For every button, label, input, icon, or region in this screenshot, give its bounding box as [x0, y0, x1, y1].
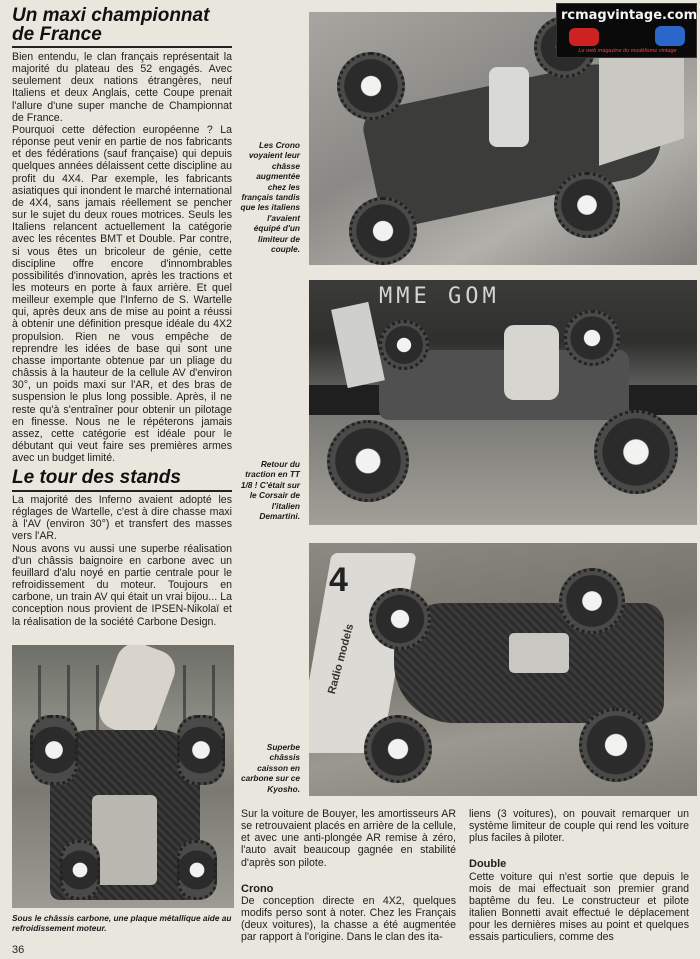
italiens-paragraph: liens (3 voitures), on pouvait remarquer un système limiteur de couple qui rend les voiture plus faciles à piloter. — [469, 808, 689, 845]
wheel — [594, 410, 678, 494]
brand-text: Radio models — [325, 622, 357, 696]
bottom-col1 — [241, 808, 456, 944]
engine-shape — [504, 325, 559, 400]
photo-kyosho — [309, 543, 697, 796]
section2-paragraph: La majorité des Inferno avaient adopté les réglages de Wartelle, c'est à dire chasse maxi à l'AV (environ 30°) et transfert des masses vers l'AR. — [12, 494, 232, 543]
wing-shape — [331, 302, 385, 388]
wheel — [177, 840, 217, 900]
wheel — [60, 840, 100, 900]
stands-rule — [12, 490, 232, 492]
wheel — [337, 52, 405, 120]
engine-shape — [489, 67, 529, 147]
wheel — [30, 715, 78, 785]
race-number: 4 — [329, 561, 348, 599]
servo-shape — [509, 633, 569, 673]
section1-paragraph: Pourquoi cette défection européenne ? La réponse peut venir en partie de nos fabricants et des fédérations (sauf française) qui depuis quelques années délaissent cette discipline au profit du 4X4. Par exemple, les fabricants asiatiques qui inondent le marché international de 4X4, sans jamais réellement se pencher sur le sujet du deux roues motrices. Seuls les Italiens relancent actuellement la catégorie avec les récentes BMT et Double. Par contre, si vous êtes un bricoleur de génie, cette discipline offre encore d'innombrables possibilités d'innovation, après les tractions et les moteurs en porte à faux arrière. Et quel meilleur exemple que l'Inferno de S. Wartelle qui, après deux ans de mise au point a réussi à obtenir une définition presque idéale du 4X2 propulsion. Rien ne vous empêche de reprendre les idées de base qui sont une chasse importante obtenue par un pliage du châssis à la hauteur de la cellule AV d'environ 30°, un poids maxi sur l'AR, et des bras de suspension le plus long possible. Après, il ne reste qu'à s'entraîner pour obtenir un pilotage en finesse. Nous ne le répéterons jamais assez, cette catégorie est idéale pour le débutant qui veut faire ses premières armes avec un budget limité. — [12, 123, 232, 465]
logo-car-icon — [655, 26, 685, 46]
title-line-1: Un maxi championnat — [12, 5, 210, 26]
page-number: 36 — [12, 944, 25, 956]
bouyer-paragraph: Sur la voiture de Bouyer, les amortisseurs AR se retrouvaient placés en arrière de la cellule, et avec une anti-plongée AR remise à zéro, l'auto avait beaucoup gagnée en stabilité d'après son pilote. — [241, 808, 456, 869]
caption-photo2: Retour du traction en TT 1/8 ! C'était sur le Corsair de l'italien Demartini. — [240, 459, 300, 522]
wheel — [177, 715, 225, 785]
wheel — [579, 708, 653, 782]
banner-text: MME GOM — [379, 284, 500, 309]
section1-body — [12, 51, 232, 464]
wheel — [564, 310, 620, 366]
title-line-2: de France — [12, 24, 102, 45]
wheel — [559, 568, 625, 634]
logo-car-icon — [569, 28, 599, 46]
stands-title: Le tour des stands — [12, 467, 181, 488]
section2-paragraph: Nous avons vu aussi une superbe réalisation d'un châssis baignoire en carbone avec un feuillard d'alu noyé en partie centrale pour le refroidissement du moteur. Toujours en carbone, un train AV qui était un vrai bijou... La conception nous provient de IPSEN-Nikolaï et la réalisation de la société Carbone Design. — [12, 542, 232, 628]
wheel — [364, 715, 432, 783]
bottom-col2 — [469, 808, 689, 944]
photo-corsair — [309, 280, 697, 525]
section-title-championnat — [12, 6, 232, 44]
caption-photo1: Les Crono voyaient leur châsse augmentée chez les français tandis que les italiens l'avaient équipé d'un limiteur de couple. — [240, 140, 300, 255]
section-title-stands — [12, 468, 232, 487]
double-heading: Double — [469, 858, 507, 871]
crono-heading: Crono — [241, 882, 274, 895]
section1-paragraph: Bien entendu, le clan français représentait la majorité du plateau des 52 engagés. Avec seulement deux nations étrangères, neuf Italiens et deux Anglais, cette Coupe prenait l'allure d'une super manche de Championnat de France. — [12, 51, 232, 124]
logo-title: rcmagvintage.com — [561, 8, 698, 23]
caption-photo4: Sous le châssis carbone, une plaque métallique aide au refroidissement moteur. — [12, 913, 232, 934]
wheel — [327, 420, 409, 502]
site-logo — [556, 3, 697, 58]
caption-photo3: Superbe châssis caisson en carbone sur ce Kyosho. — [240, 742, 300, 794]
crono-paragraph: De conception directe en 4X2, quelques modifs perso sont à noter. Chez les Français (deux voitures), la chasse a été augmentée par rapport à l'origine. Dans le clan des ita- — [241, 894, 456, 944]
wheel — [349, 197, 417, 265]
section2-body — [12, 494, 232, 628]
wheel — [554, 172, 620, 238]
logo-tagline: Le web magazine du modélisme vintage — [578, 48, 677, 54]
metal-plate-shape — [92, 795, 157, 885]
title-rule — [12, 46, 232, 48]
photo-carbon-underside — [12, 645, 234, 908]
double-paragraph: Cette voiture qui n'est sortie que depuis le mois de mai effectuait son premier grand baptême du feu. Le constructeur et pilote italien Bonnetti avait effectué le déplacement pour les dernières mises au point et quelques essais particuliers, comme des — [469, 870, 689, 944]
wheel — [379, 320, 429, 370]
wheel — [369, 588, 431, 650]
